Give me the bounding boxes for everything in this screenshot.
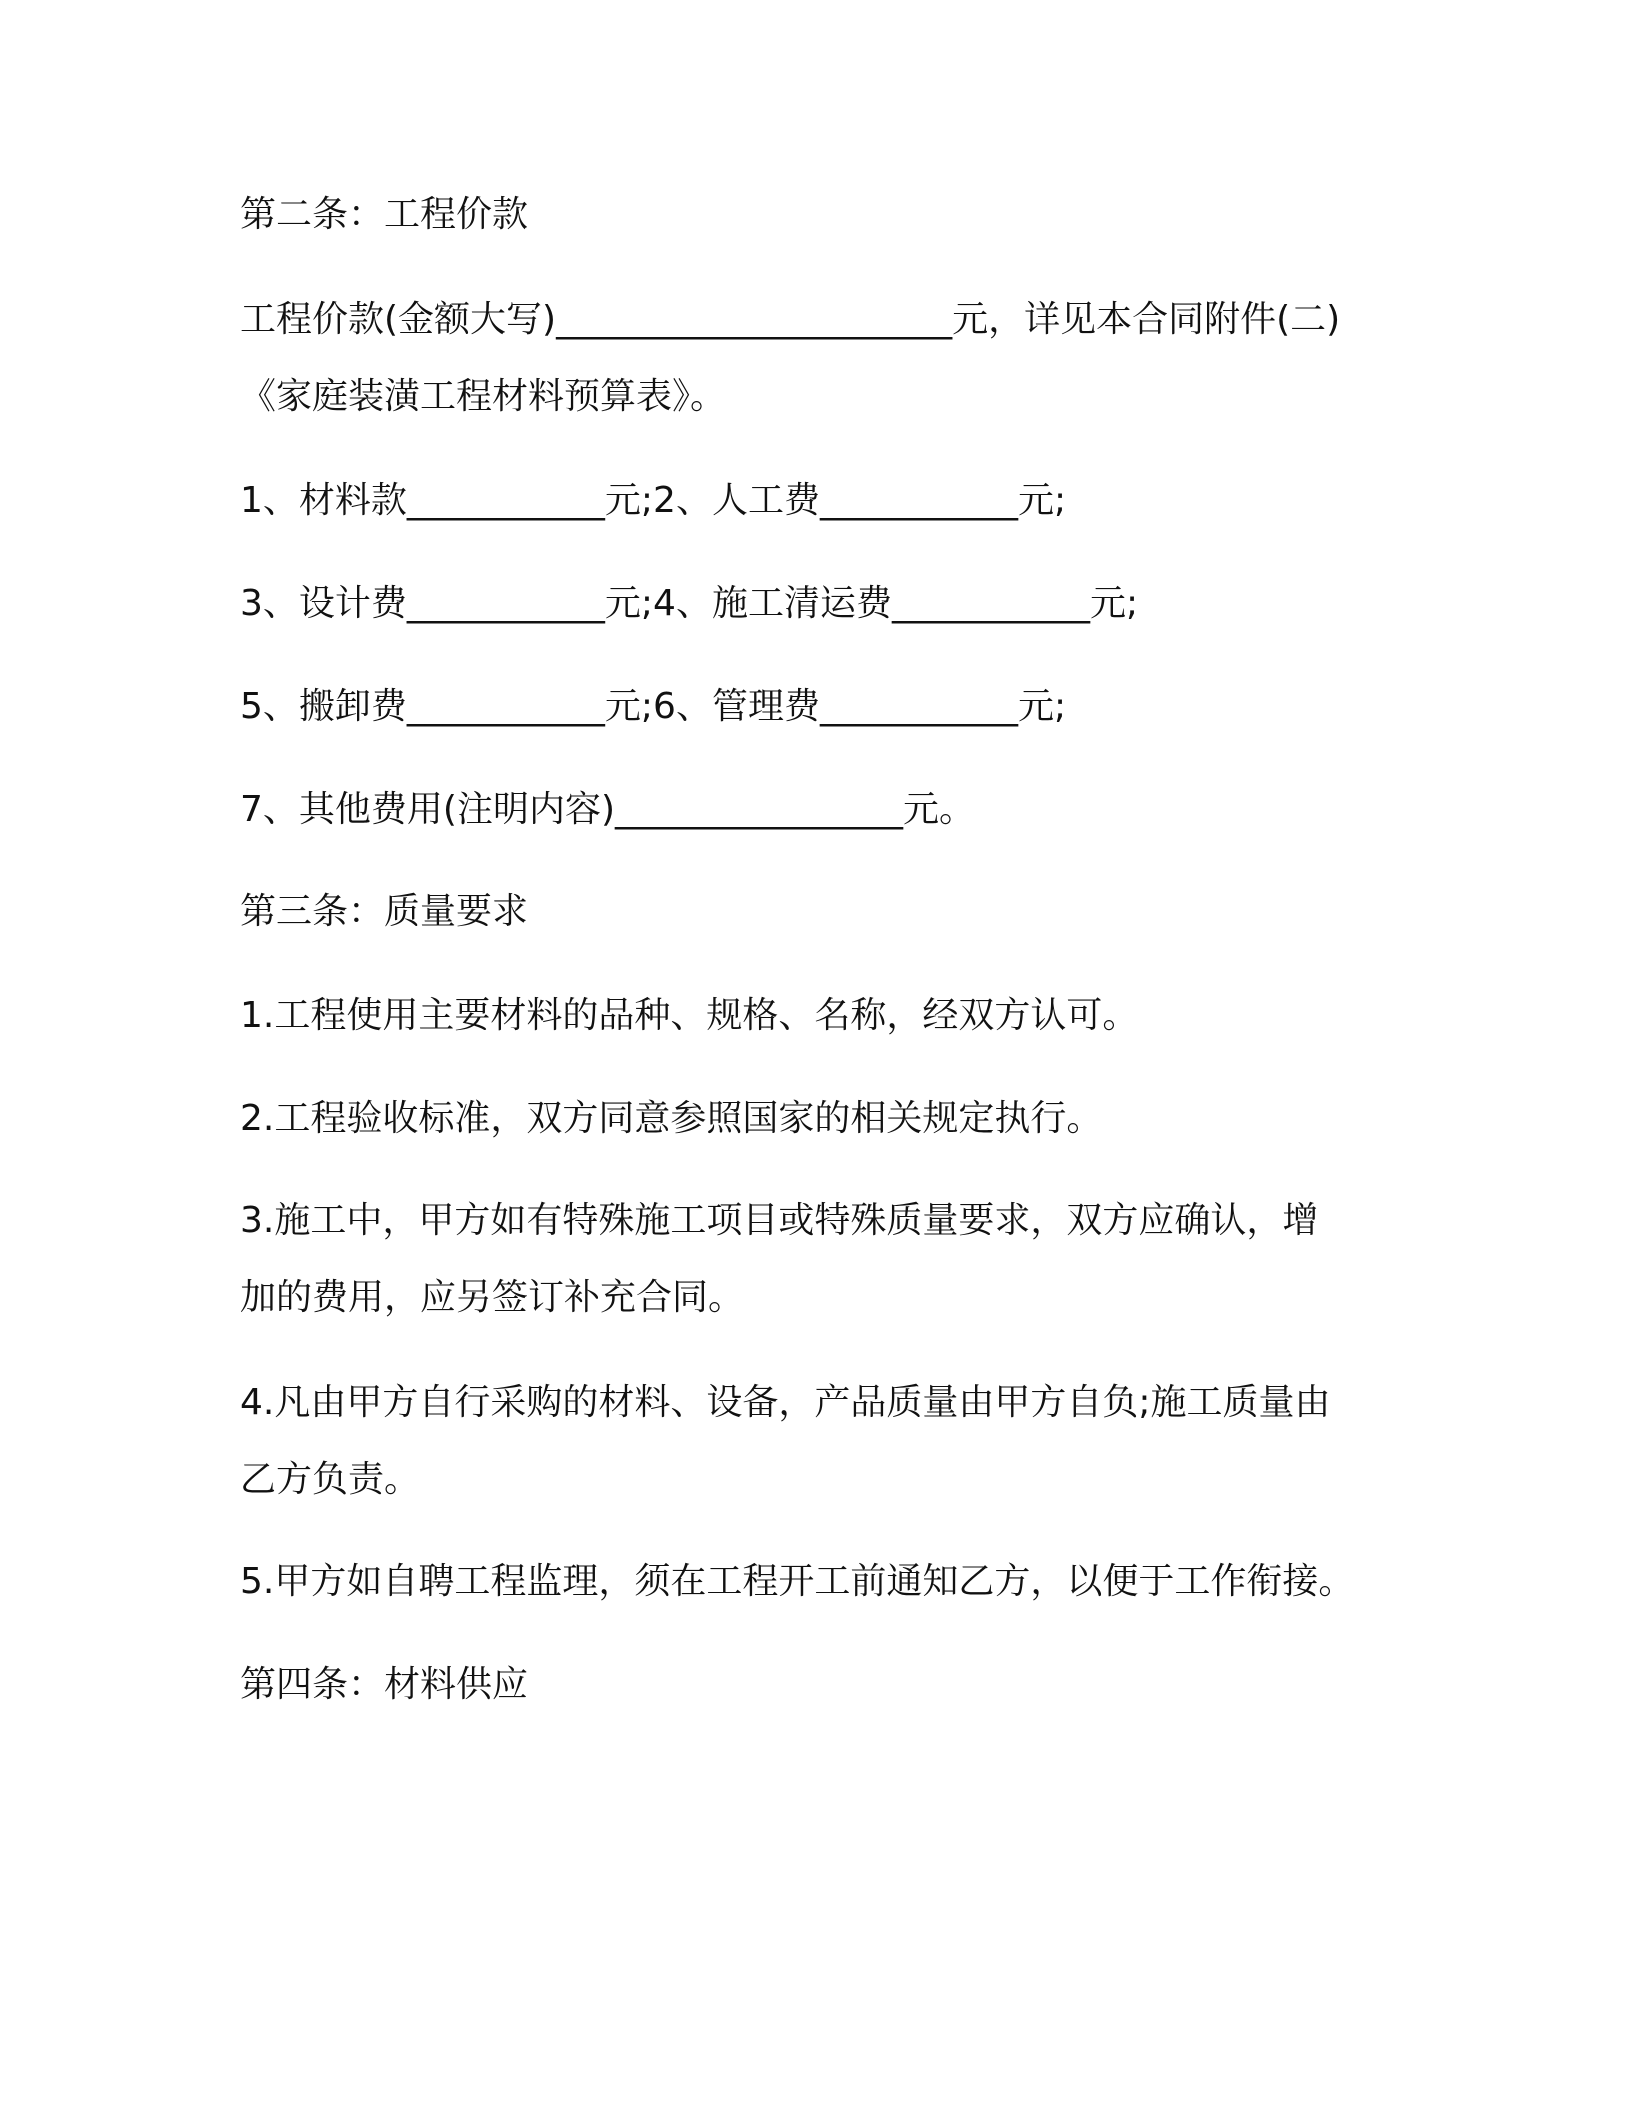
quality-clause-3: 3.施工中，甲方如有特殊施工项目或特殊质量要求，双方应确认，增: [240, 1200, 1319, 1241]
quality-clause-4-continued: 乙方负责。: [240, 1459, 421, 1500]
article-4-heading: 第四条：材料供应: [240, 1664, 529, 1705]
article-3-heading: 第三条：质量要求: [240, 891, 529, 932]
quality-clause-5: 5.甲方如自聘工程监理，须在工程开工前通知乙方，以便于工作衔接。: [240, 1561, 1355, 1602]
fee-items-3-4: 3、设计费___________元;4、施工清运费___________元;: [240, 583, 1139, 624]
price-total-line-continued: 《家庭装潢工程材料预算表》。: [240, 376, 727, 417]
quality-clause-4: 4.凡由甲方自行采购的材料、设备，产品质量由甲方自负;施工质量由: [240, 1382, 1331, 1423]
fee-item-7: 7、其他费用(注明内容)________________元。: [240, 789, 975, 830]
quality-clause-1: 1.工程使用主要材料的品种、规格、名称，经双方认可。: [240, 995, 1139, 1036]
quality-clause-2: 2.工程验收标准，双方同意参照国家的相关规定执行。: [240, 1098, 1103, 1139]
quality-clause-3-continued: 加的费用，应另签订补充合同。: [240, 1277, 745, 1318]
fee-items-5-6: 5、搬卸费___________元;6、管理费___________元;: [240, 686, 1067, 727]
article-2-heading: 第二条：工程价款: [240, 194, 529, 235]
price-total-line: 工程价款(金额大写)______________________元，详见本合同附件(二): [240, 299, 1341, 340]
fee-items-1-2: 1、材料款___________元;2、人工费___________元;: [240, 480, 1067, 521]
